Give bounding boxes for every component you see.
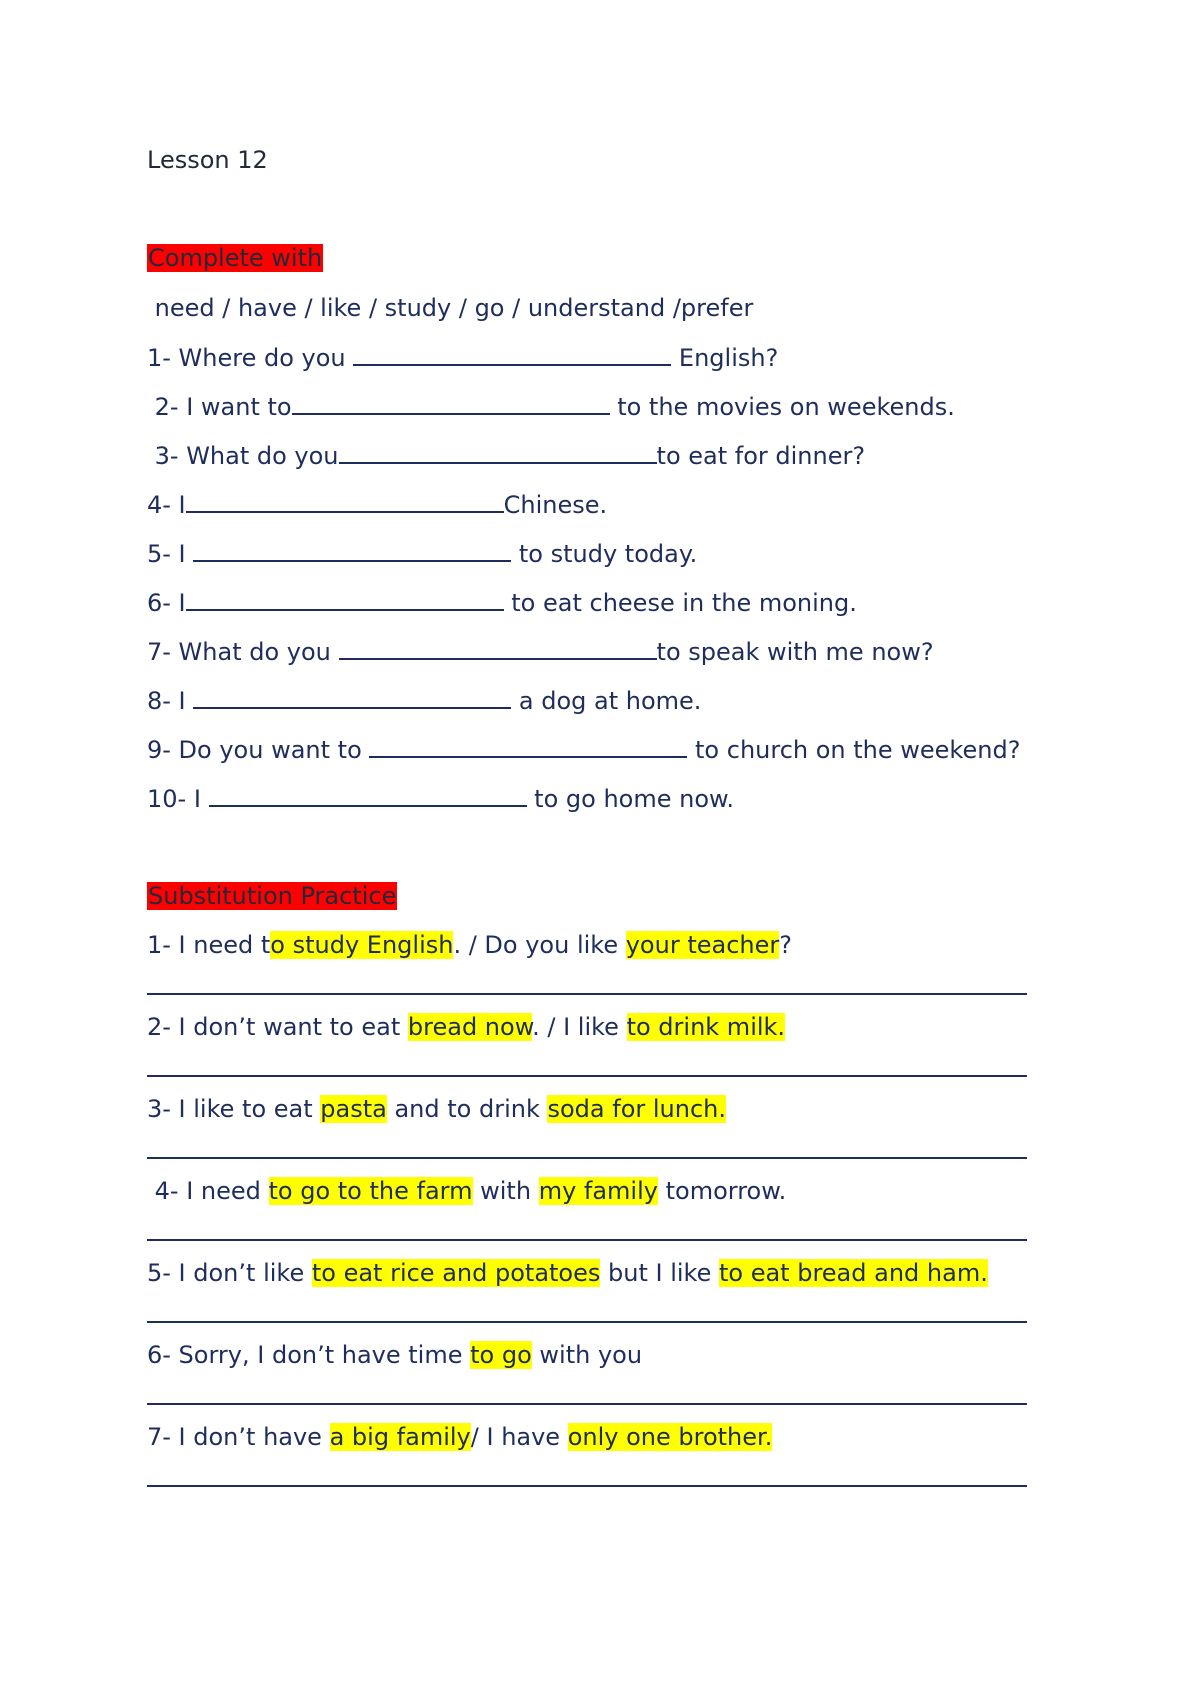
item-text: to study today.	[511, 540, 698, 568]
item-text: 5- I	[147, 540, 194, 568]
plain-text: . / I like	[532, 1013, 627, 1041]
item-text: 7- What do you	[147, 638, 339, 666]
exercise-item-5	[147, 538, 697, 569]
highlighted-text: your teacher	[625, 931, 780, 959]
substitution-item-7	[147, 1422, 772, 1452]
highlighted-text: to go to the farm	[268, 1177, 473, 1205]
item-text: to eat for dinner?	[656, 442, 866, 470]
answer-blank[interactable]	[339, 636, 657, 660]
substitution-item-4	[147, 1176, 786, 1206]
word-bank: need / have / like / study / go / understand /prefer	[147, 294, 754, 322]
item-text: to the movies on weekends.	[609, 393, 955, 421]
exercise-item-2	[147, 391, 955, 422]
highlighted-text: my family	[538, 1177, 658, 1205]
plain-text: . / Do you like	[453, 931, 626, 959]
highlighted-text: bread now	[407, 1013, 533, 1041]
answer-blank[interactable]	[193, 538, 511, 562]
item-text: to church on the weekend?	[687, 736, 1021, 764]
answer-blank[interactable]	[193, 685, 511, 709]
item-text: to eat cheese in the moning.	[503, 589, 857, 617]
answer-blank[interactable]	[339, 440, 657, 464]
section-header-label: Substitution Practice	[148, 882, 397, 910]
item-text: 1- Where do you	[147, 344, 354, 372]
substitution-item-6	[147, 1340, 642, 1370]
item-text: a dog at home.	[511, 687, 702, 715]
answer-line[interactable]	[147, 1321, 1027, 1323]
substitution-item-2	[147, 1012, 785, 1042]
plain-text: ?	[779, 931, 792, 959]
highlighted-text: to eat bread and ham.	[718, 1259, 988, 1287]
highlighted-text: to drink milk.	[626, 1013, 786, 1041]
highlighted-text: pasta	[320, 1095, 387, 1123]
item-text: 8- I	[147, 687, 194, 715]
exercise-item-4	[147, 489, 607, 520]
item-text: to go home now.	[526, 785, 735, 813]
section-header-label: Complete with	[148, 244, 323, 272]
answer-line[interactable]	[147, 1485, 1027, 1487]
exercise-item-7	[147, 636, 934, 667]
plain-text: with you	[531, 1341, 643, 1369]
answer-blank[interactable]	[292, 391, 610, 415]
exercise-item-8	[147, 685, 701, 716]
plain-text: 3- I like to eat	[147, 1095, 321, 1123]
plain-text: / I have	[470, 1423, 568, 1451]
plain-text: 2- I don’t want to eat	[147, 1013, 408, 1041]
answer-line[interactable]	[147, 1239, 1027, 1241]
answer-blank[interactable]	[186, 489, 504, 513]
exercise-item-6	[147, 587, 857, 618]
plain-text: 5- I don’t like	[147, 1259, 312, 1287]
item-text: to speak with me now?	[656, 638, 934, 666]
plain-text: with	[472, 1177, 539, 1205]
answer-line[interactable]	[147, 993, 1027, 995]
answer-line[interactable]	[147, 1403, 1027, 1405]
section-header-complete-with	[147, 243, 323, 273]
highlighted-text: soda for lunch.	[547, 1095, 726, 1123]
exercise-item-9	[147, 734, 1020, 765]
answer-line[interactable]	[147, 1075, 1027, 1077]
item-text: 10- I	[147, 785, 209, 813]
answer-blank[interactable]	[353, 342, 671, 366]
answer-blank[interactable]	[369, 734, 687, 758]
plain-text: but I like	[600, 1259, 719, 1287]
item-text: 9- Do you want to	[147, 736, 370, 764]
highlighted-text: to go	[470, 1341, 532, 1369]
item-text: 4- I	[147, 491, 186, 519]
substitution-item-3	[147, 1094, 726, 1124]
section-header-substitution	[147, 881, 397, 911]
highlighted-text: o study English	[270, 931, 454, 959]
substitution-item-5	[147, 1258, 988, 1288]
exercise-item-1	[147, 342, 778, 373]
answer-blank[interactable]	[209, 783, 527, 807]
item-text: 3- What do you	[147, 442, 339, 470]
plain-text: 1- I need t	[147, 931, 271, 959]
item-text: 6- I	[147, 589, 186, 617]
highlighted-text: a big family	[329, 1423, 471, 1451]
item-text: 2- I want to	[147, 393, 292, 421]
plain-text: 4- I need	[147, 1177, 269, 1205]
answer-line[interactable]	[147, 1157, 1027, 1159]
item-text: English?	[671, 344, 779, 372]
exercise-item-10	[147, 783, 734, 814]
highlighted-text: to eat rice and potatoes	[311, 1259, 601, 1287]
item-text: Chinese.	[503, 491, 608, 519]
plain-text: tomorrow.	[657, 1177, 787, 1205]
plain-text: 6- Sorry, I don’t have time	[147, 1341, 471, 1369]
exercise-item-3	[147, 440, 865, 471]
plain-text: and to drink	[386, 1095, 548, 1123]
plain-text: 7- I don’t have	[147, 1423, 330, 1451]
substitution-item-1	[147, 930, 792, 960]
lesson-title: Lesson 12	[147, 146, 268, 174]
answer-blank[interactable]	[186, 587, 504, 611]
highlighted-text: only one brother.	[567, 1423, 773, 1451]
